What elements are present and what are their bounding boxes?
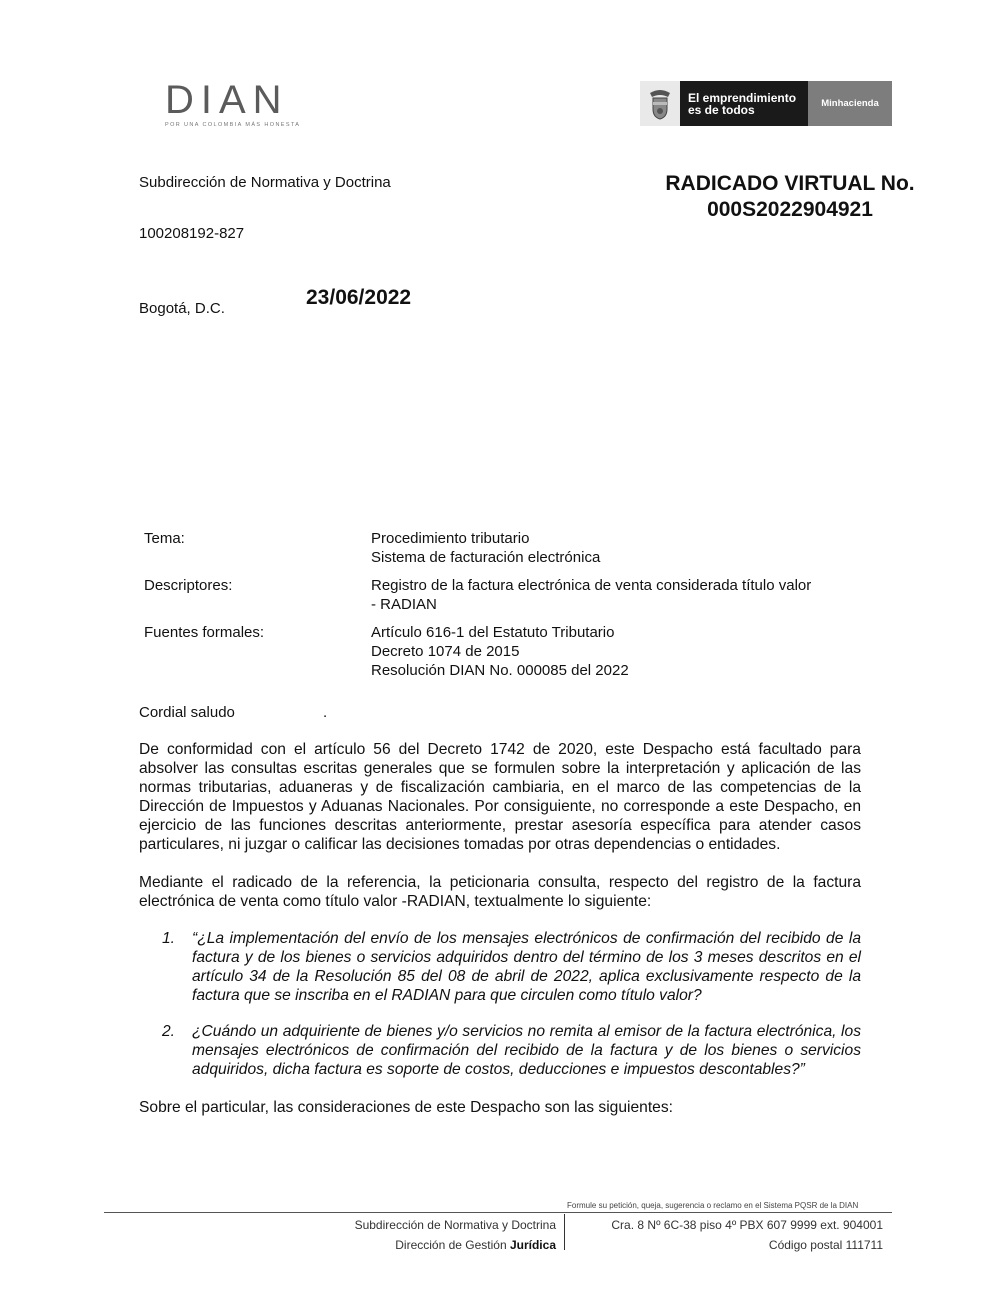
- descriptores-line: Registro de la factura electrónica de venta considerada título valor: [371, 577, 812, 594]
- coat-of-arms-icon: [640, 81, 680, 126]
- greeting: Cordial saludo: [139, 704, 235, 721]
- office-name: Subdirección de Normativa y Doctrina: [139, 174, 391, 191]
- footer-direction-bold: Jurídica: [509, 1238, 556, 1252]
- body-paragraph-2: Mediante el radicado de la referencia, la peticionaria consulta, respecto del registro de la factura electrónica de venta como título valor -RADIAN, textualmente lo siguiente:: [139, 874, 861, 910]
- government-banner: [640, 81, 892, 126]
- tema-value: [371, 529, 871, 567]
- footer-direction: [300, 1235, 556, 1255]
- question-1-number: 1.: [162, 930, 176, 947]
- gov-banner-line2: es de todos: [688, 102, 755, 117]
- footer-note: Formule su petición, queja, sugerencia o reclamo en el Sistema PQSR de la DIAN: [567, 1201, 859, 1210]
- radicado-block: [640, 171, 940, 223]
- question-2-number: 2.: [162, 1023, 176, 1040]
- descriptores-value: [371, 576, 871, 614]
- document-date: 23/06/2022: [306, 286, 412, 309]
- tema-line: Procedimiento tributario: [371, 530, 530, 547]
- dian-logo-text: DIAN: [165, 78, 289, 122]
- fuentes-label: Fuentes formales:: [144, 624, 265, 641]
- gov-banner-ministry: Minhacienda: [808, 81, 892, 126]
- footer-address: Cra. 8 Nº 6C-38 piso 4º PBX 607 9999 ext. 904001: [611, 1218, 883, 1232]
- footer-postal-code: Código postal 111711: [768, 1238, 883, 1252]
- footer-divider: [104, 1212, 892, 1213]
- tema-line: Sistema de facturación electrónica: [371, 549, 601, 566]
- footer-direction-prefix: Dirección de Gestión: [395, 1238, 507, 1252]
- footer-vertical-divider: [564, 1214, 565, 1250]
- place: Bogotá, D.C.: [139, 300, 225, 317]
- fuentes-line: Resolución DIAN No. 000085 del 2022: [371, 662, 629, 679]
- body-paragraph-1: De conformidad con el artículo 56 del Decreto 1742 de 2020, este Despacho está facultado para absolver las consultas escritas generales que se formulen sobre la interpretación y aplicación de las normas tributarias, aduaneras y de fiscalización cambiaria, en el marco de las competencias de la Dirección de Impuestos y Aduanas Nacionales. Por consiguiente, no corresponde a este Despacho, en ejercicio de las funciones descritas anteriormente, prestar asesoría específica para atender casos particulares, ni juzgar o calificar las decisiones tomadas por otras dependencias o entidades.: [139, 741, 861, 853]
- question-2: ¿Cuándo un adquiriente de bienes y/o servicios no remita al emisor de la factura electrónica, los mensajes electrónicos de confirmación del recibido de la factura y de los bienes o servicios adquiridos, dicha factura es soporte de costos, deducciones e impuestos descontables?”: [192, 1023, 861, 1078]
- footer-right: [580, 1215, 883, 1255]
- footer-office: Subdirección de Normativa y Doctrina: [354, 1218, 556, 1232]
- greeting-dot: .: [323, 704, 328, 721]
- fuentes-line: Artículo 616-1 del Estatuto Tributario: [371, 624, 615, 641]
- fuentes-value: [371, 623, 871, 680]
- radicado-number: 000S2022904921: [707, 198, 873, 221]
- descriptores-line: - RADIAN: [371, 596, 437, 613]
- question-1: “¿La implementación del envío de los mensajes electrónicos de confirmación del recibido de la factura y de los bienes o servicios adquiridos dentro del término de los 3 meses descritos en el artículo 34 de la Resolución 85 del 08 de abril de 2022, aplica exclusivamente respecto de la factura que se inscriba en el RADIAN para que circulen como título valor?: [192, 930, 861, 1004]
- descriptores-label: Descriptores:: [144, 577, 233, 594]
- dian-logo-tagline: POR UNA COLOMBIA MÁS HONESTA: [165, 122, 301, 128]
- reference-number: 100208192-827: [139, 225, 245, 242]
- gov-banner-line1: El emprendimiento: [688, 90, 797, 105]
- tema-label: Tema:: [144, 530, 185, 547]
- footer-left: [300, 1215, 556, 1255]
- gov-banner-slogan: [680, 81, 808, 126]
- body-paragraph-3: Sobre el particular, las consideraciones de este Despacho son las siguientes:: [139, 1099, 673, 1116]
- dian-logo: [165, 80, 325, 130]
- radicado-label: RADICADO VIRTUAL No.: [665, 172, 915, 195]
- fuentes-line: Decreto 1074 de 2015: [371, 643, 520, 660]
